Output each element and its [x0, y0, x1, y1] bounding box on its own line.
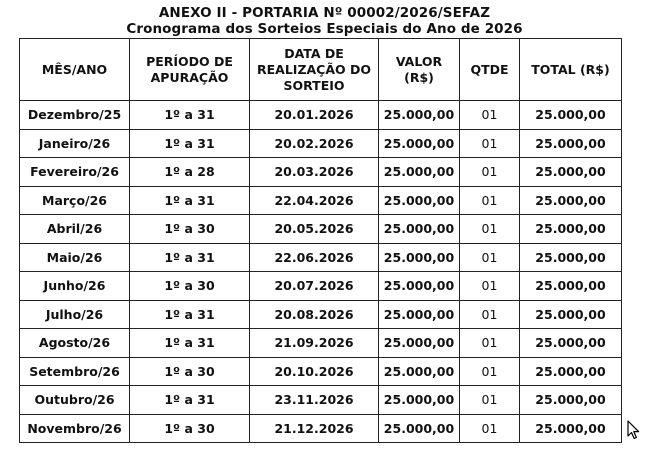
cell-value: 25.000,00	[379, 158, 460, 187]
cell-draw-date: 20.05.2026	[250, 215, 379, 244]
table-body	[20, 101, 622, 443]
cell-total: 25.000,00	[520, 357, 622, 386]
cell-month: Outubro/26	[20, 386, 130, 415]
cell-value: 25.000,00	[379, 329, 460, 358]
cell-month: Agosto/26	[20, 329, 130, 358]
cell-qtde: 01	[460, 300, 520, 329]
cell-value: 25.000,00	[379, 186, 460, 215]
cell-period: 1º a 30	[130, 414, 250, 443]
cell-qtde: 01	[460, 215, 520, 244]
cell-period: 1º a 28	[130, 158, 250, 187]
cell-value: 25.000,00	[379, 272, 460, 301]
cell-period: 1º a 31	[130, 386, 250, 415]
cell-period: 1º a 31	[130, 129, 250, 158]
cell-total: 25.000,00	[520, 101, 622, 130]
cell-qtde: 01	[460, 186, 520, 215]
table-row	[20, 243, 622, 272]
cell-qtde: 01	[460, 272, 520, 301]
table-row	[20, 158, 622, 187]
cell-month: Janeiro/26	[20, 129, 130, 158]
cell-qtde: 01	[460, 329, 520, 358]
table-row	[20, 272, 622, 301]
cell-total: 25.000,00	[520, 414, 622, 443]
table-row	[20, 215, 622, 244]
table-row	[20, 300, 622, 329]
document-header	[0, 5, 649, 37]
cell-qtde: 01	[460, 243, 520, 272]
cell-month: Maio/26	[20, 243, 130, 272]
table-row	[20, 329, 622, 358]
column-header-month: MÊS/ANO	[20, 39, 130, 101]
column-header-qtde: QTDE	[460, 39, 520, 101]
cell-draw-date: 22.04.2026	[250, 186, 379, 215]
column-header-draw-date: DATA DE REALIZAÇÃO DO SORTEIO	[250, 39, 379, 101]
cell-month: Novembro/26	[20, 414, 130, 443]
cell-month: Fevereiro/26	[20, 158, 130, 187]
cell-period: 1º a 31	[130, 186, 250, 215]
mouse-pointer-icon	[627, 420, 641, 440]
cell-qtde: 01	[460, 386, 520, 415]
cell-value: 25.000,00	[379, 386, 460, 415]
cell-draw-date: 20.03.2026	[250, 158, 379, 187]
cell-value: 25.000,00	[379, 129, 460, 158]
table-header	[20, 39, 622, 101]
cell-value: 25.000,00	[379, 357, 460, 386]
cell-period: 1º a 30	[130, 215, 250, 244]
cell-qtde: 01	[460, 414, 520, 443]
cell-qtde: 01	[460, 129, 520, 158]
cell-total: 25.000,00	[520, 129, 622, 158]
cell-qtde: 01	[460, 101, 520, 130]
cell-draw-date: 20.10.2026	[250, 357, 379, 386]
header-row	[20, 39, 622, 101]
cell-period: 1º a 31	[130, 300, 250, 329]
table-row	[20, 414, 622, 443]
cell-total: 25.000,00	[520, 186, 622, 215]
cell-total: 25.000,00	[520, 329, 622, 358]
table-row	[20, 101, 622, 130]
cell-draw-date: 20.07.2026	[250, 272, 379, 301]
cell-total: 25.000,00	[520, 272, 622, 301]
table-row	[20, 386, 622, 415]
cell-draw-date: 21.12.2026	[250, 414, 379, 443]
cell-draw-date: 22.06.2026	[250, 243, 379, 272]
cell-draw-date: 20.08.2026	[250, 300, 379, 329]
cell-month: Abril/26	[20, 215, 130, 244]
cell-draw-date: 23.11.2026	[250, 386, 379, 415]
cell-value: 25.000,00	[379, 243, 460, 272]
cell-month: Julho/26	[20, 300, 130, 329]
cell-total: 25.000,00	[520, 243, 622, 272]
cell-draw-date: 21.09.2026	[250, 329, 379, 358]
document-title: ANEXO II - PORTARIA Nº 00002/2026/SEFAZ	[158, 5, 491, 21]
cell-draw-date: 20.01.2026	[250, 101, 379, 130]
draw-schedule-table	[19, 38, 622, 443]
cell-month: Setembro/26	[20, 357, 130, 386]
cell-period: 1º a 31	[130, 243, 250, 272]
cell-period: 1º a 30	[130, 272, 250, 301]
cell-value: 25.000,00	[379, 215, 460, 244]
document-subtitle: Cronograma dos Sorteios Especiais do Ano de 2026	[126, 21, 523, 37]
cell-month: Dezembro/25	[20, 101, 130, 130]
column-header-period: PERÍODO DE APURAÇÃO	[130, 39, 250, 101]
cell-period: 1º a 31	[130, 101, 250, 130]
cell-qtde: 01	[460, 357, 520, 386]
column-header-value: VALOR (R$)	[379, 39, 460, 101]
table-row	[20, 357, 622, 386]
table-row	[20, 186, 622, 215]
column-header-total: TOTAL (R$)	[520, 39, 622, 101]
cell-draw-date: 20.02.2026	[250, 129, 379, 158]
table-row	[20, 129, 622, 158]
cell-total: 25.000,00	[520, 215, 622, 244]
cell-total: 25.000,00	[520, 158, 622, 187]
cell-value: 25.000,00	[379, 101, 460, 130]
cell-month: Junho/26	[20, 272, 130, 301]
cell-month: Março/26	[20, 186, 130, 215]
cell-period: 1º a 31	[130, 329, 250, 358]
cell-total: 25.000,00	[520, 386, 622, 415]
cell-period: 1º a 30	[130, 357, 250, 386]
cell-value: 25.000,00	[379, 300, 460, 329]
cell-value: 25.000,00	[379, 414, 460, 443]
cell-qtde: 01	[460, 158, 520, 187]
cell-total: 25.000,00	[520, 300, 622, 329]
